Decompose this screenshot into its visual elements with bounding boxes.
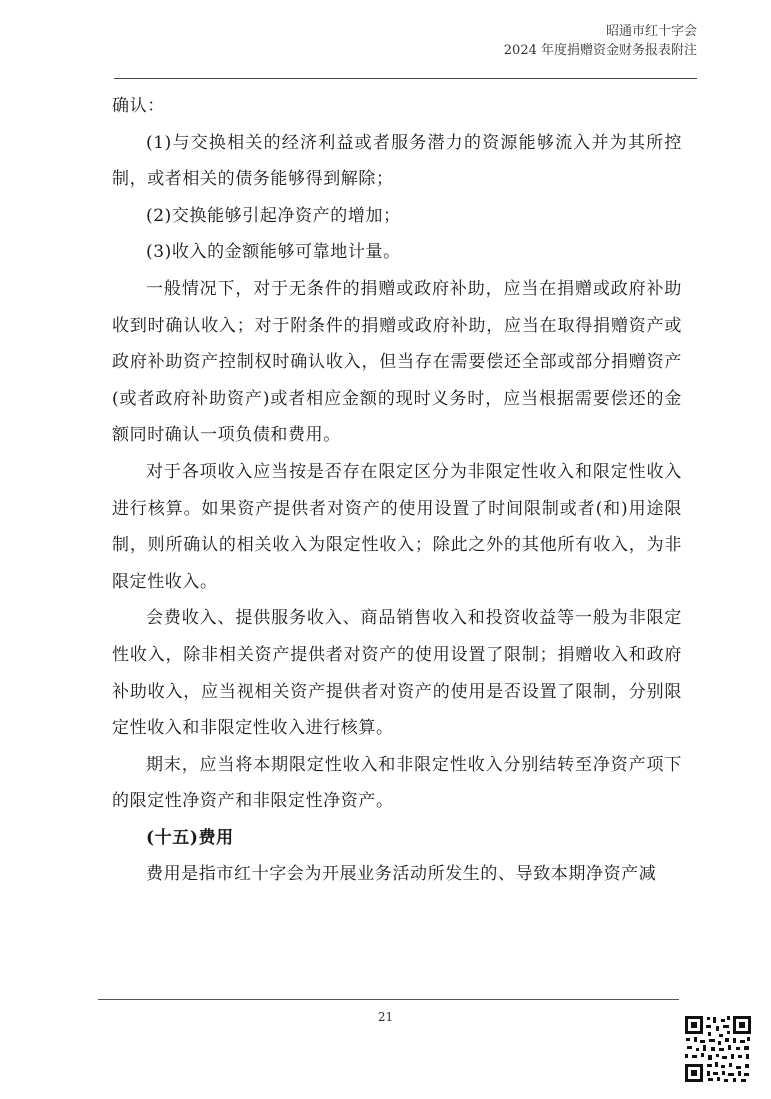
- page-header: [504, 22, 697, 60]
- header-org: 昭通市红十字会: [605, 24, 697, 39]
- header-subtitle: 2024 年度捐赠资金财务报表附注: [503, 43, 697, 58]
- paragraph: (3)收入的金额能够可靠地计量。: [146, 242, 401, 263]
- paragraph: 对于各项收入应当按是否存在限定区分为非限定性收入和限定性收入进行核算。如果资产提供者对资产的使用设置了时间限制或者(和)用途限制，则所确认的相关收入为限定性收入；除此之外的其他所有收入，为非限定性收入。: [112, 461, 682, 592]
- document-body: [112, 88, 682, 893]
- paragraph: 会费收入、提供服务收入、商品销售收入和投资收益等一般为非限定性收入，除非相关资产提供者对资产的使用设置了限制；捐赠收入和政府补助收入，应当视相关资产提供者对资产的使用是否设置了限制，分别限定性收入和非限定性收入进行核算。: [112, 608, 682, 739]
- qr-code-icon: [683, 1014, 753, 1084]
- paragraph: 期末，应当将本期限定性收入和非限定性收入分别结转至净资产项下的限定性净资产和非限定性净资产。: [112, 754, 682, 812]
- paragraph: 费用是指市红十字会为开展业务活动所发生的、导致本期净资产减: [146, 864, 657, 885]
- page-number: 21: [377, 1010, 394, 1024]
- paragraph: (2)交换能够引起净资产的增加；: [146, 205, 401, 226]
- paragraph: 一般情况下，对于无条件的捐赠或政府补助，应当在捐赠或政府补助收到时确认收入；对于附条件的捐赠或政府补助，应当在取得捐赠资产或政府补助资产控制权时确认收入，但当存在需要偿还全部或部分捐赠资产(或者政府补助资产)或者相应金额的现时义务时，应当根据需要偿还的金额同时确认一项负债和费用。: [112, 278, 682, 446]
- footer-divider: [98, 999, 679, 1000]
- paragraph: 确认：: [112, 96, 165, 116]
- paragraph: (1)与交换相关的经济利益或者服务潜力的资源能够流入并为其所控制，或者相关的债务能够得到解除；: [112, 132, 682, 190]
- section-heading: (十五)费用: [146, 827, 234, 848]
- header-divider: [114, 78, 697, 79]
